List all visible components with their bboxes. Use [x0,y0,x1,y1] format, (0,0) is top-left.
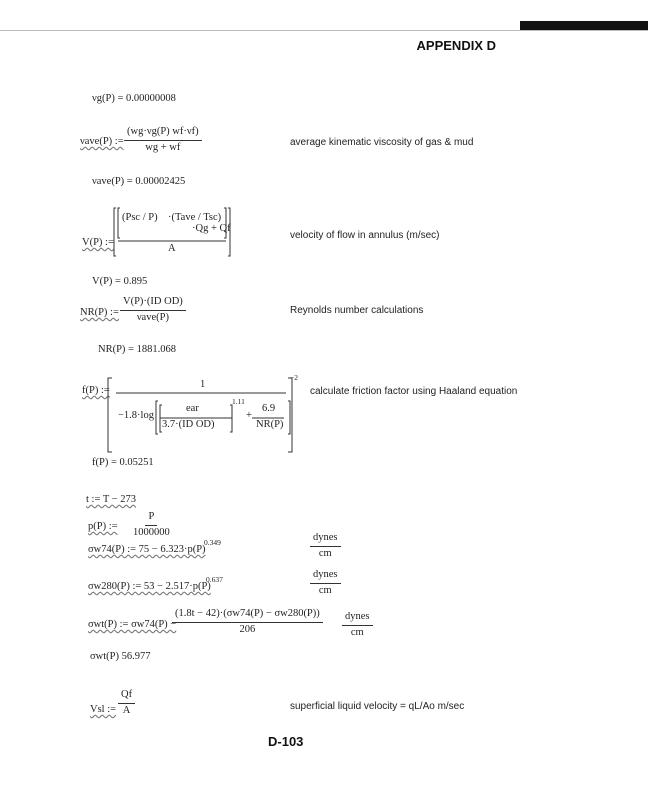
eq-p-den: 1000000 [133,526,170,538]
eq-f-plus: + [246,410,252,421]
eq-sw280-exp: 0.637 [206,575,223,584]
eq-nu-ave-num: (wg·νg(P) wf·νf) [124,127,202,141]
note-f: calculate friction factor using Haaland equation [310,386,518,397]
eq-f-den1: 3.7·(ID OD) [162,419,215,430]
eq-f-one: 1 [200,379,206,390]
eq-V-paren1: (Psc / P) [122,212,158,223]
eq-f-69: 6.9 [262,403,276,414]
appendix-title: APPENDIX D [416,38,496,53]
note-nu-ave: average kinematic viscosity of gas & mud [290,137,474,148]
eq-V-lhs: V(P) := [82,237,114,248]
note-vsl: superficial liquid velocity = qL/Ao m/sec [290,701,465,712]
eq-f-pow: 1.11 [232,397,245,406]
eq-swt-den: 206 [239,623,256,635]
eq-nu-ave-lhs: νave(P) := [80,136,124,147]
eq-NR-num: V(P)·(ID OD) [120,297,186,311]
note-NR: Reynolds number calculations [290,305,424,316]
eq-sw280: σw280(P) := 53 − 2.517·p(P) [88,581,211,592]
unit-sw280: $\frac{\text{dynes}}{cm}$ [310,570,341,596]
eq-swt-val: σwt(P) 56.977 [90,651,151,662]
eq-sw74-exp: 0.349 [204,538,221,547]
eq-V-paren2: ·(Tave / Tsc) [168,212,222,223]
eq-p-num: P [145,512,157,526]
eq-f-log: −1.8·log [118,410,154,421]
eq-p-lhs: p(P) := [88,521,118,532]
eq-V-rest: ·Qg + Qf [192,223,231,234]
eq-vsl-num: Qf [118,690,135,704]
eq-p-fraction [130,512,173,538]
eq-f-exp: −2 [290,373,298,382]
eq-t-def: t := T − 273 [86,494,136,505]
eq-swt-fraction [172,609,323,635]
eq-nu-ave-fraction [124,127,202,153]
eq-NR-fraction [120,297,186,323]
eq-vsl-den: A [122,704,131,716]
eq-f-NR: NR(P) [256,419,284,430]
eq-vsl-lhs: Vsl := [90,704,117,715]
eq-nu-g: νg(P) = 0.00000008 [92,93,176,104]
unit-swt: $\frac{\text{dynes}}{cm}$ [342,612,373,638]
eq-f-lhs: f(P) := [82,385,110,396]
header-rule [0,30,648,31]
eq-nu-ave-val: νave(P) = 0.00002425 [92,176,186,187]
page-number: D-103 [268,734,304,749]
eq-NR-val: NR(P) = 1881.068 [98,344,176,355]
eq-vsl-fraction [118,690,135,716]
eq-f-val: f(P) = 0.05251 [92,457,154,468]
eq-f-eps: ear [186,403,199,414]
note-V: velocity of flow in annulus (m/sec) [290,230,440,241]
eq-V-val: V(P) = 0.895 [92,276,148,287]
unit-sw74: $\frac{\text{dynes}}{cm}$ [310,533,341,559]
eq-V-den: A [168,243,176,254]
eq-NR-den: νave(P) [136,311,169,323]
eq-swt-lhs: σwt(P) := σw74(P) − [88,619,177,630]
eq-sw74: σw74(P) := 75 − 6.323·p(P) [88,544,206,555]
eq-swt-num: (1.8t − 42)·(σw74(P) − σw280(P)) [172,609,323,623]
eq-nu-ave-den: wg + wf [145,141,181,153]
eq-NR-lhs: NR(P) := [80,307,119,318]
